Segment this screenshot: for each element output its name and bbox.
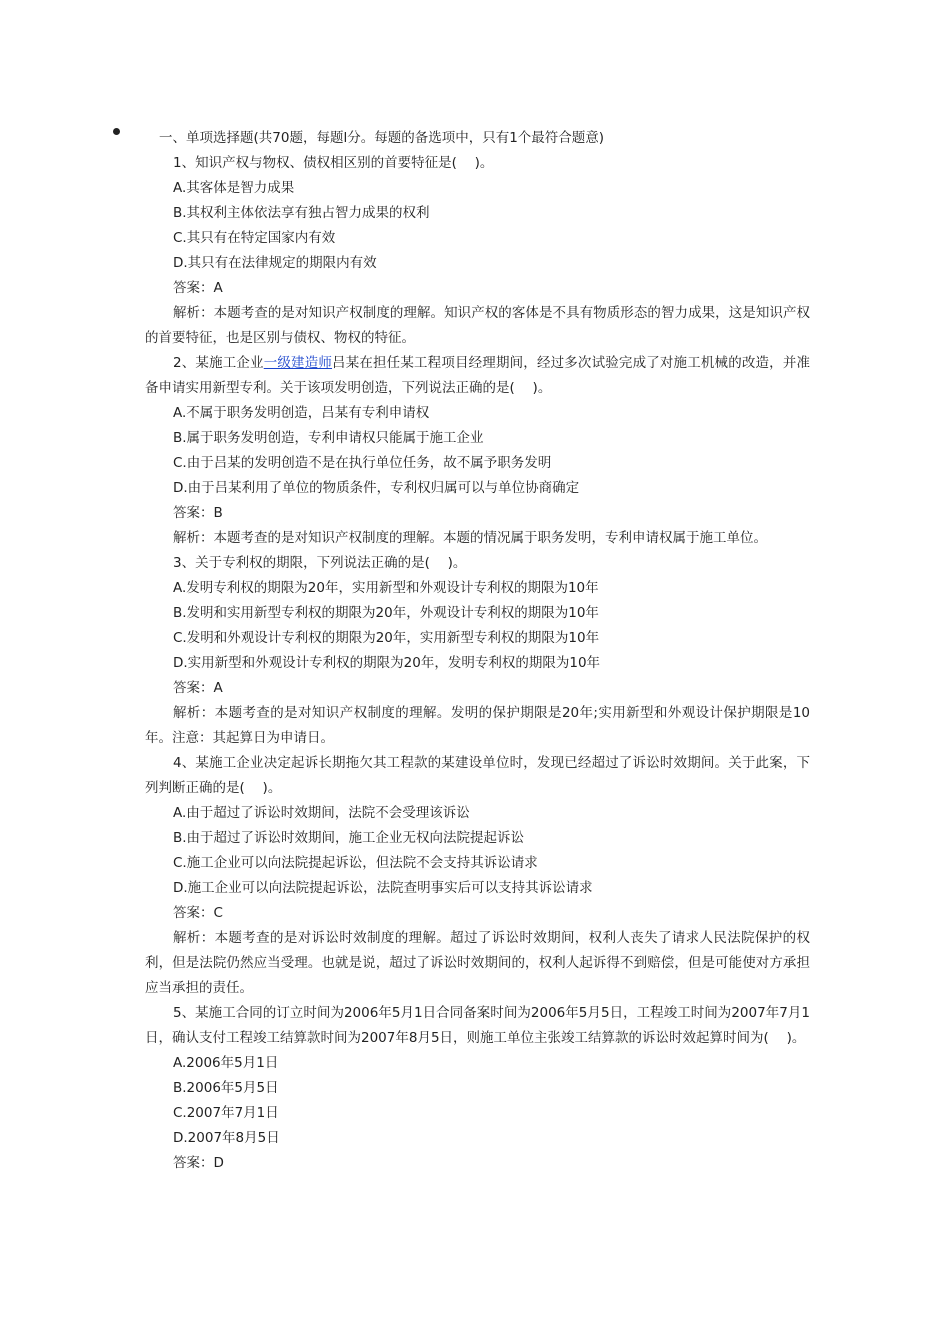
option-c: C.发明和外观设计专利权的期限为20年，实用新型专利权的期限为10年 (173, 630, 600, 646)
analysis: 解析：本题考查的是对诉讼时效制度的理解。超过了诉讼时效期间，权利人丧失了请求人民法院保护的权利，但是法院仍然应当受理。也就是说，超过了诉讼时效期间的，权利人起诉得不到赔偿，但是可能使对方承担应当承担的责任。 (145, 930, 810, 996)
section-title: 一、单项选择题(共70题，每题l分。每题的备选项中，只有1个最符合题意) (159, 130, 605, 146)
question-stem: 5、某施工合同的订立时间为2006年5月1日合同备案时间为2006年5月5日，工程竣工时间为2007年7月1日，确认支付工程竣工结算款时间为2007年8月5日，则施工单位主张竣工结算款的诉讼时效起算时间为( )。 (145, 1005, 810, 1046)
question-stem: 3、关于专利权的期限，下列说法正确的是( )。 (173, 555, 467, 571)
question-5 (145, 1001, 810, 1176)
stem-text-after: 吕某在担任某工程项目经理期间，经过多次试验完成了对施工机械的改造，并准备申请实用新型专利。关于该项发明创造，下列说法正确的是( )。 (145, 355, 811, 396)
option-d: D.由于吕某利用了单位的物质条件，专利权归属可以与单位协商确定 (173, 480, 580, 496)
option-a: A.其客体是智力成果 (173, 180, 295, 196)
question-3 (145, 551, 810, 751)
analysis: 解析：本题考查的是对知识产权制度的理解。知识产权的客体是不具有物质形态的智力成果，这是知识产权的首要特征，也是区别与债权、物权的特征。 (145, 305, 810, 346)
option-a: A.发明专利权的期限为20年，实用新型和外观设计专利权的期限为10年 (173, 580, 599, 596)
option-a: A.2006年5月1日 (173, 1055, 279, 1071)
option-b: B.发明和实用新型专利权的期限为20年，外观设计专利权的期限为10年 (173, 605, 599, 621)
option-c: C.施工企业可以向法院提起诉讼，但法院不会支持其诉讼请求 (173, 855, 538, 871)
list-bullet (113, 128, 120, 135)
question-4 (145, 751, 810, 1001)
option-b: B.其权利主体依法享有独占智力成果的权利 (173, 205, 430, 221)
question-1 (145, 151, 810, 351)
answer: 答案：A (173, 680, 223, 696)
stem-text-before: 2、某施工企业 (173, 355, 264, 371)
option-b: B.由于超过了诉讼时效期间，施工企业无权向法院提起诉讼 (173, 830, 525, 846)
answer: 答案：C (173, 905, 223, 921)
option-c: C.2007年7月1日 (173, 1105, 279, 1121)
answer: 答案：B (173, 505, 223, 521)
question-stem (145, 351, 810, 401)
answer: 答案：D (173, 1155, 224, 1171)
question-stem: 4、某施工企业决定起诉长期拖欠其工程款的某建设单位时，发现已经超过了诉讼时效期间。关于此案，下列判断正确的是( )。 (145, 755, 810, 796)
question-2 (145, 351, 810, 551)
option-b: B.2006年5月5日 (173, 1080, 279, 1096)
question-stem: 1、知识产权与物权、债权相区别的首要特征是( )。 (173, 155, 494, 171)
analysis: 解析：本题考查的是对知识产权制度的理解。本题的情况属于职务发明，专利申请权属于施工单位。 (173, 530, 767, 546)
option-c: C.其只有在特定国家内有效 (173, 230, 336, 246)
analysis: 解析：本题考查的是对知识产权制度的理解。发明的保护期限是20年;实用新型和外观设计保护期限是10年。注意：其起算日为申请日。 (145, 705, 810, 746)
option-d: D.施工企业可以向法院提起诉讼，法院查明事实后可以支持其诉讼请求 (173, 880, 593, 896)
constructor-link[interactable]: 一级建造师 (263, 355, 333, 371)
option-a: A.不属于职务发明创造，吕某有专利申请权 (173, 405, 430, 421)
document-content (145, 126, 810, 1176)
option-c: C.由于吕某的发明创造不是在执行单位任务，故不属予职务发明 (173, 455, 552, 471)
option-d: D.其只有在法律规定的期限内有效 (173, 255, 377, 271)
answer: 答案：A (173, 280, 223, 296)
option-b: B.属于职务发明创造，专利申请权只能属于施工企业 (173, 430, 484, 446)
option-d: D.实用新型和外观设计专利权的期限为20年，发明专利权的期限为10年 (173, 655, 601, 671)
option-d: D.2007年8月5日 (173, 1130, 280, 1146)
option-a: A.由于超过了诉讼时效期间，法院不会受理该诉讼 (173, 805, 470, 821)
